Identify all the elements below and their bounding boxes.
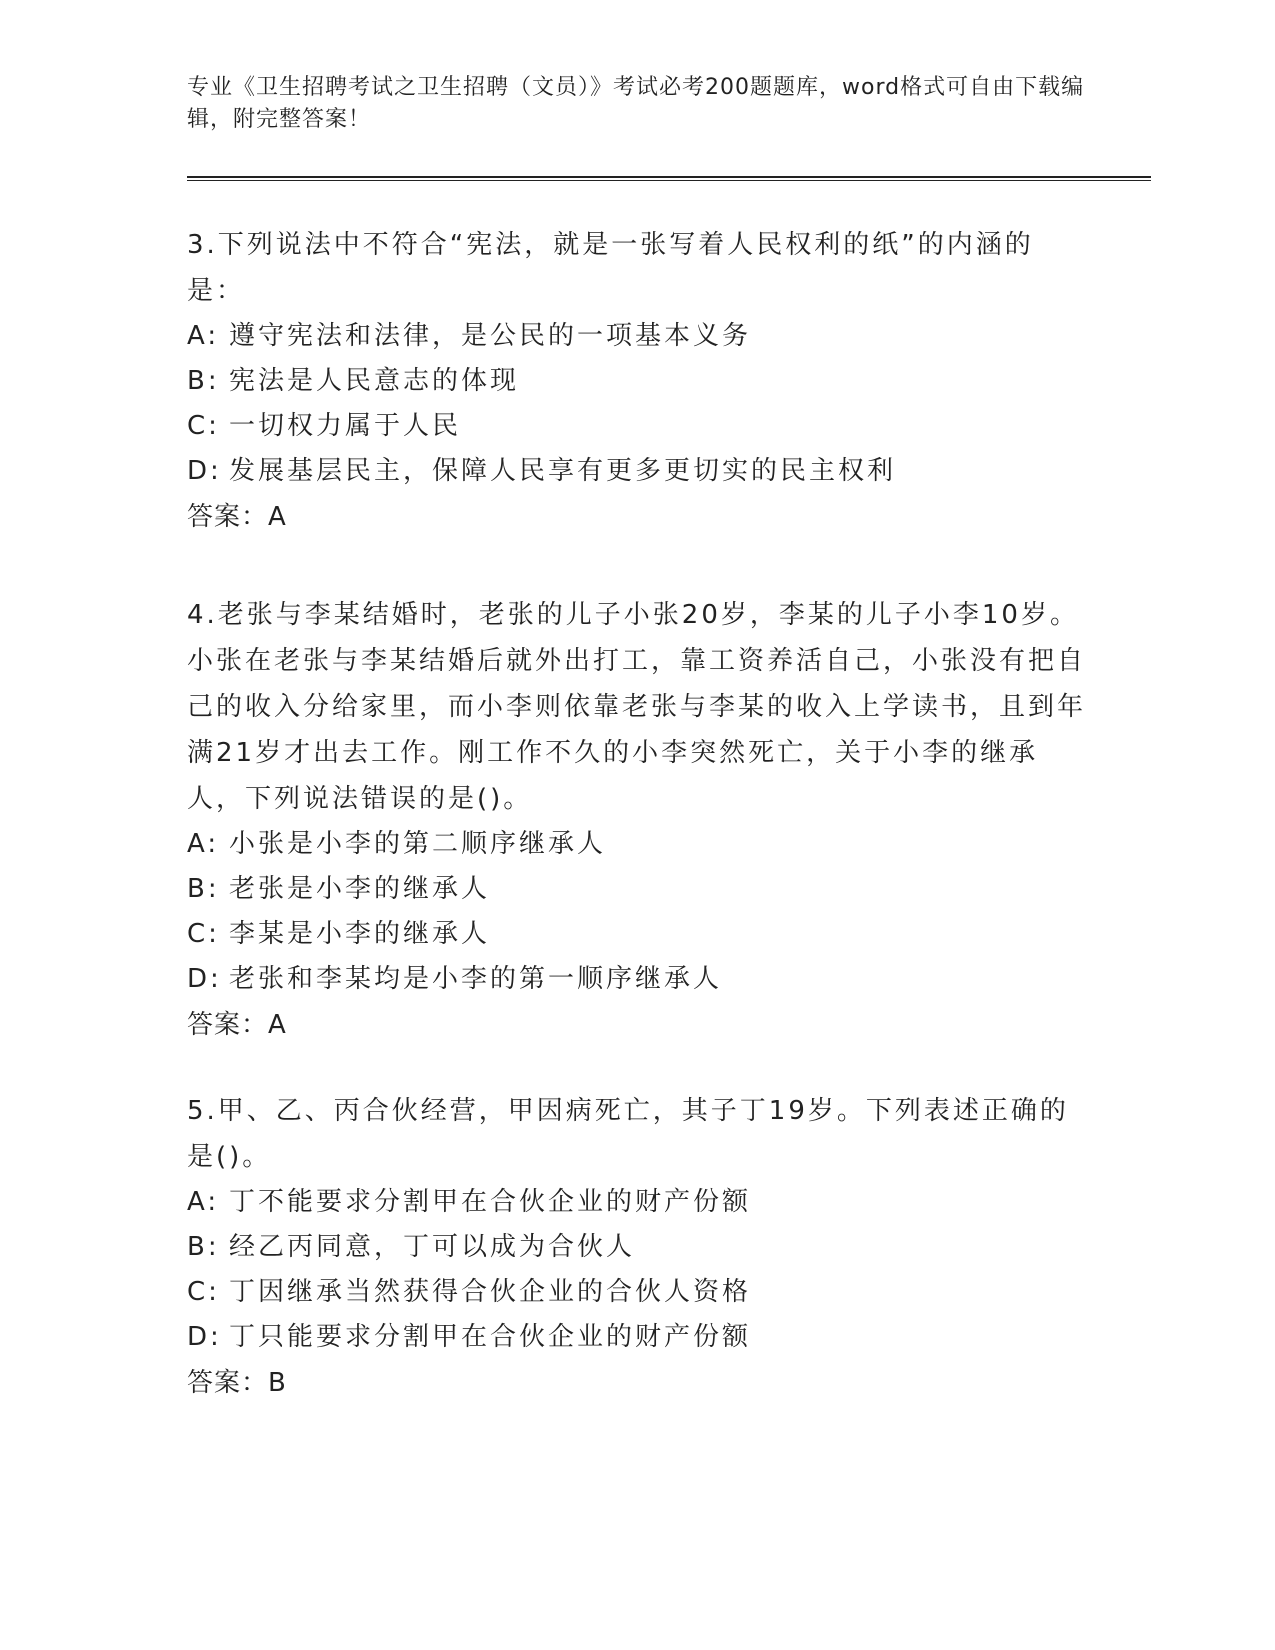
option-label: C: [187,411,220,441]
option-label: A: [187,321,220,351]
question-3 [187,222,1087,540]
option-b [187,867,1087,912]
question-5 [187,1088,1087,1406]
option-c [187,912,1087,957]
answer: 答案：B [187,1368,287,1398]
option-text: 老张和李某均是小李的第一顺序继承人 [229,964,723,994]
option-d [187,957,1087,1002]
option-text: 发展基层民主，保障人民享有更多更切实的民主权利 [229,456,897,486]
answer: 答案：A [187,1010,287,1040]
option-text: 李某是小李的继承人 [229,919,491,949]
option-text: 经乙丙同意，丁可以成为合伙人 [229,1232,636,1262]
question-stem: 4.老张与李某结婚时，老张的儿子小张20岁，李某的儿子小李10岁。小张在老张与李某结婚后就外出打工，靠工资养活自己，小张没有把自己的收入分给家里，而小李则依靠老张与李某的收入上学读书，且到年满21岁才出去工作。刚工作不久的小李突然死亡，关于小李的继承人，下列说法错误的是()。 [187,600,1087,814]
option-c [187,1270,1087,1315]
option-a [187,314,1087,359]
answer: 答案：A [187,502,287,532]
option-b [187,359,1087,404]
question-stem: 5.甲、乙、丙合伙经营，甲因病死亡，其子丁19岁。下列表述正确的是()。 [187,1096,1069,1172]
option-text: 老张是小李的继承人 [229,874,491,904]
option-text: 丁不能要求分割甲在合伙企业的财产份额 [229,1187,752,1217]
option-label: A: [187,829,220,859]
option-label: A: [187,1187,220,1217]
option-label: C: [187,1277,220,1307]
option-label: B: [187,874,220,904]
header-divider [187,176,1151,181]
option-label: C: [187,919,220,949]
option-a [187,1180,1087,1225]
option-label: D: [187,1322,222,1352]
option-text: 丁因继承当然获得合伙企业的合伙人资格 [229,1277,752,1307]
option-c [187,404,1087,449]
option-label: B: [187,1232,220,1262]
option-text: 一切权力属于人民 [229,411,462,441]
option-a [187,822,1087,867]
option-b [187,1225,1087,1270]
document-header: 专业《卫生招聘考试之卫生招聘（文员）》考试必考200题题库，word格式可自由下载编辑，附完整答案！ [187,75,1085,132]
option-d [187,1315,1087,1360]
option-label: D: [187,456,222,486]
option-text: 小张是小李的第二顺序继承人 [229,829,607,859]
question-4 [187,592,1087,1048]
option-label: B: [187,366,220,396]
option-text: 宪法是人民意志的体现 [229,366,520,396]
option-text: 遵守宪法和法律，是公民的一项基本义务 [229,321,752,351]
option-text: 丁只能要求分割甲在合伙企业的财产份额 [229,1322,752,1352]
option-label: D: [187,964,222,994]
question-stem: 3.下列说法中不符合“宪法，就是一张写着人民权利的纸”的内涵的是： [187,230,1034,306]
option-d [187,449,1087,494]
